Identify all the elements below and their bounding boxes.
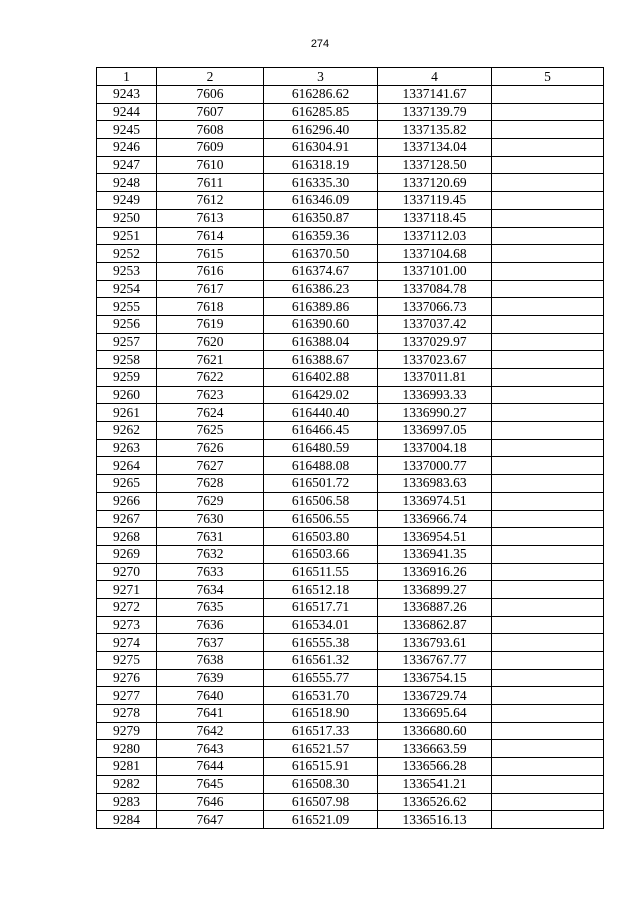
table-cell (492, 262, 604, 280)
column-header: 4 (378, 68, 492, 86)
table-cell (492, 492, 604, 510)
table-row (97, 86, 604, 104)
table-row (97, 209, 604, 227)
table-cell (492, 422, 604, 440)
table-cell: 7612 (157, 192, 264, 210)
table-cell (492, 740, 604, 758)
table-cell: 9253 (97, 262, 157, 280)
table-cell: 616521.09 (264, 811, 378, 829)
table-row (97, 758, 604, 776)
table-cell: 1336526.62 (378, 793, 492, 811)
table-cell: 7632 (157, 545, 264, 563)
table-cell: 7613 (157, 209, 264, 227)
table-cell: 9258 (97, 351, 157, 369)
table-cell: 616285.85 (264, 103, 378, 121)
table-cell (492, 192, 604, 210)
table-cell: 7623 (157, 386, 264, 404)
table-cell: 1336663.59 (378, 740, 492, 758)
table-cell: 7611 (157, 174, 264, 192)
table-cell: 7610 (157, 156, 264, 174)
table-cell: 9264 (97, 457, 157, 475)
table-cell: 7606 (157, 86, 264, 104)
table-cell: 7635 (157, 598, 264, 616)
table-cell: 9244 (97, 103, 157, 121)
table-cell: 1336966.74 (378, 510, 492, 528)
table-row (97, 545, 604, 563)
page-number: 274 (310, 38, 330, 50)
table-cell: 7627 (157, 457, 264, 475)
table-cell: 1336941.35 (378, 545, 492, 563)
table-row (97, 121, 604, 139)
table-cell (492, 227, 604, 245)
table-cell: 1337066.73 (378, 298, 492, 316)
table-cell (492, 510, 604, 528)
table-cell: 7636 (157, 616, 264, 634)
table-cell: 1337004.18 (378, 439, 492, 457)
table-cell: 1336754.15 (378, 669, 492, 687)
table-cell: 9243 (97, 86, 157, 104)
header-row (97, 68, 604, 86)
table-cell (492, 758, 604, 776)
table-row (97, 422, 604, 440)
table-cell: 1337135.82 (378, 121, 492, 139)
table-row (97, 174, 604, 192)
table-cell (492, 581, 604, 599)
table-row (97, 811, 604, 829)
table-cell: 9251 (97, 227, 157, 245)
table-row (97, 705, 604, 723)
column-header: 5 (492, 68, 604, 86)
table-cell: 1336916.26 (378, 563, 492, 581)
table-row (97, 404, 604, 422)
table-cell: 616503.66 (264, 545, 378, 563)
table-cell: 1336729.74 (378, 687, 492, 705)
table-row (97, 156, 604, 174)
table-cell: 9256 (97, 315, 157, 333)
table-cell: 616555.77 (264, 669, 378, 687)
table-cell (492, 386, 604, 404)
table-row (97, 652, 604, 670)
table-cell: 616555.38 (264, 634, 378, 652)
table-cell: 1337037.42 (378, 315, 492, 333)
table-row (97, 793, 604, 811)
table-cell (492, 775, 604, 793)
table-cell: 7614 (157, 227, 264, 245)
table-cell: 616440.40 (264, 404, 378, 422)
table-cell: 616335.30 (264, 174, 378, 192)
table-cell (492, 634, 604, 652)
table-cell (492, 351, 604, 369)
table-row (97, 439, 604, 457)
table-cell (492, 528, 604, 546)
table-cell (492, 245, 604, 263)
table-row (97, 298, 604, 316)
table-cell: 1337119.45 (378, 192, 492, 210)
table-cell: 7630 (157, 510, 264, 528)
table-row (97, 103, 604, 121)
table-row (97, 528, 604, 546)
table-cell: 1337011.81 (378, 369, 492, 387)
table-cell: 1336997.05 (378, 422, 492, 440)
table-row (97, 616, 604, 634)
table-cell: 7617 (157, 280, 264, 298)
table-cell: 9245 (97, 121, 157, 139)
table-row (97, 386, 604, 404)
table-cell: 9263 (97, 439, 157, 457)
table-cell: 616503.80 (264, 528, 378, 546)
table-cell: 7622 (157, 369, 264, 387)
table-cell: 616506.55 (264, 510, 378, 528)
table-cell: 9248 (97, 174, 157, 192)
table-cell: 9266 (97, 492, 157, 510)
table-cell: 1336541.21 (378, 775, 492, 793)
table-cell: 1336983.63 (378, 475, 492, 493)
table-cell: 616518.90 (264, 705, 378, 723)
table-cell: 616508.30 (264, 775, 378, 793)
table-cell (492, 404, 604, 422)
table-cell: 9254 (97, 280, 157, 298)
table-cell: 9252 (97, 245, 157, 263)
table-cell: 9257 (97, 333, 157, 351)
table-cell: 7638 (157, 652, 264, 670)
table-cell: 1336680.60 (378, 722, 492, 740)
table-cell: 9267 (97, 510, 157, 528)
table-cell: 616402.88 (264, 369, 378, 387)
table-cell: 616370.50 (264, 245, 378, 263)
table-cell: 9280 (97, 740, 157, 758)
table-cell: 616374.67 (264, 262, 378, 280)
table-cell: 7646 (157, 793, 264, 811)
table-row (97, 581, 604, 599)
table-cell: 616511.55 (264, 563, 378, 581)
table-row (97, 669, 604, 687)
table-cell: 616515.91 (264, 758, 378, 776)
table-cell: 9284 (97, 811, 157, 829)
table-row (97, 280, 604, 298)
table-cell: 616534.01 (264, 616, 378, 634)
table-cell: 616390.60 (264, 315, 378, 333)
table-row (97, 227, 604, 245)
table-cell: 7647 (157, 811, 264, 829)
coordinates-table (96, 67, 604, 829)
table-cell: 616512.18 (264, 581, 378, 599)
table-row (97, 192, 604, 210)
table-cell: 1337029.97 (378, 333, 492, 351)
table-cell: 616286.62 (264, 86, 378, 104)
table-cell: 616517.33 (264, 722, 378, 740)
table-cell: 1336899.27 (378, 581, 492, 599)
table-cell: 7621 (157, 351, 264, 369)
table-cell: 1337101.00 (378, 262, 492, 280)
table-row (97, 262, 604, 280)
table-cell: 7640 (157, 687, 264, 705)
table-row (97, 492, 604, 510)
table-cell: 9279 (97, 722, 157, 740)
table-cell: 1337104.68 (378, 245, 492, 263)
table-cell: 1337120.69 (378, 174, 492, 192)
table-cell (492, 545, 604, 563)
table-cell (492, 121, 604, 139)
table-body (97, 86, 604, 829)
table-cell: 616501.72 (264, 475, 378, 493)
table-cell (492, 722, 604, 740)
table-row (97, 139, 604, 157)
table-cell: 9269 (97, 545, 157, 563)
table-cell: 1337134.04 (378, 139, 492, 157)
table-cell: 7631 (157, 528, 264, 546)
table-cell: 7643 (157, 740, 264, 758)
table-cell (492, 103, 604, 121)
table-cell: 9276 (97, 669, 157, 687)
table-cell: 616359.36 (264, 227, 378, 245)
table-row (97, 598, 604, 616)
table-row (97, 775, 604, 793)
table-cell (492, 687, 604, 705)
table-cell: 616296.40 (264, 121, 378, 139)
table-cell: 616466.45 (264, 422, 378, 440)
table-cell (492, 811, 604, 829)
table-cell: 9250 (97, 209, 157, 227)
table-cell: 1336990.27 (378, 404, 492, 422)
table-cell (492, 669, 604, 687)
table-row (97, 457, 604, 475)
table-cell: 616350.87 (264, 209, 378, 227)
table-cell: 1336767.77 (378, 652, 492, 670)
column-header: 2 (157, 68, 264, 86)
table-row (97, 475, 604, 493)
table-cell: 7609 (157, 139, 264, 157)
table-cell: 616318.19 (264, 156, 378, 174)
table-cell (492, 280, 604, 298)
table-cell: 9249 (97, 192, 157, 210)
table-cell: 616388.04 (264, 333, 378, 351)
table-row (97, 740, 604, 758)
table-cell: 9282 (97, 775, 157, 793)
table-cell (492, 174, 604, 192)
table-cell: 9272 (97, 598, 157, 616)
table-cell: 7619 (157, 315, 264, 333)
table-cell: 616429.02 (264, 386, 378, 404)
table-cell: 9255 (97, 298, 157, 316)
table-cell: 1337084.78 (378, 280, 492, 298)
column-header: 3 (264, 68, 378, 86)
table-cell (492, 86, 604, 104)
table-cell (492, 457, 604, 475)
table-cell (492, 333, 604, 351)
table-cell: 1336793.61 (378, 634, 492, 652)
table-cell: 7633 (157, 563, 264, 581)
table-row (97, 351, 604, 369)
table-cell: 7607 (157, 103, 264, 121)
table-cell: 9265 (97, 475, 157, 493)
table-cell: 7628 (157, 475, 264, 493)
table-cell: 7624 (157, 404, 264, 422)
table-cell: 7618 (157, 298, 264, 316)
table-cell: 7629 (157, 492, 264, 510)
table-cell: 1336993.33 (378, 386, 492, 404)
table-row (97, 634, 604, 652)
table-cell: 616480.59 (264, 439, 378, 457)
table-cell: 616488.08 (264, 457, 378, 475)
table-cell: 7616 (157, 262, 264, 280)
table-cell: 9261 (97, 404, 157, 422)
table-cell (492, 156, 604, 174)
table-row (97, 315, 604, 333)
table-row (97, 369, 604, 387)
table-cell: 616386.23 (264, 280, 378, 298)
table-cell: 9281 (97, 758, 157, 776)
table-cell (492, 705, 604, 723)
table-cell: 9275 (97, 652, 157, 670)
table-cell: 1336887.26 (378, 598, 492, 616)
table-cell: 7634 (157, 581, 264, 599)
table-cell (492, 209, 604, 227)
table-row (97, 722, 604, 740)
table-cell: 7644 (157, 758, 264, 776)
table-cell (492, 475, 604, 493)
table-cell: 1336974.51 (378, 492, 492, 510)
table-cell: 7645 (157, 775, 264, 793)
table-row (97, 333, 604, 351)
table-cell: 1336516.13 (378, 811, 492, 829)
table-cell: 1337118.45 (378, 209, 492, 227)
table-row (97, 245, 604, 263)
table-row (97, 510, 604, 528)
table-cell: 616507.98 (264, 793, 378, 811)
table-header (97, 68, 604, 86)
table-cell: 7641 (157, 705, 264, 723)
table-cell (492, 563, 604, 581)
table-cell (492, 298, 604, 316)
table-cell: 616506.58 (264, 492, 378, 510)
table-row (97, 687, 604, 705)
table-cell (492, 369, 604, 387)
table-cell (492, 616, 604, 634)
table-cell (492, 598, 604, 616)
table-cell: 9259 (97, 369, 157, 387)
table-cell: 9260 (97, 386, 157, 404)
table-cell: 9274 (97, 634, 157, 652)
table-cell (492, 793, 604, 811)
table-cell: 7639 (157, 669, 264, 687)
table-cell: 1337139.79 (378, 103, 492, 121)
table-cell: 616531.70 (264, 687, 378, 705)
table-cell: 7625 (157, 422, 264, 440)
table-cell (492, 139, 604, 157)
table-cell: 7615 (157, 245, 264, 263)
table-cell: 616304.91 (264, 139, 378, 157)
table-cell: 9246 (97, 139, 157, 157)
table-cell: 9247 (97, 156, 157, 174)
table-cell: 1336862.87 (378, 616, 492, 634)
table-cell: 616521.57 (264, 740, 378, 758)
table-cell: 1337112.03 (378, 227, 492, 245)
table-cell: 1336566.28 (378, 758, 492, 776)
table-cell: 1336954.51 (378, 528, 492, 546)
table-cell: 7620 (157, 333, 264, 351)
table-cell (492, 315, 604, 333)
table-cell (492, 439, 604, 457)
table-cell: 9262 (97, 422, 157, 440)
table-cell: 616561.32 (264, 652, 378, 670)
table-cell: 9283 (97, 793, 157, 811)
table-cell: 9268 (97, 528, 157, 546)
table-cell: 616389.86 (264, 298, 378, 316)
table-cell: 1337141.67 (378, 86, 492, 104)
column-header: 1 (97, 68, 157, 86)
table-cell: 616346.09 (264, 192, 378, 210)
table-row (97, 563, 604, 581)
table-cell (492, 652, 604, 670)
table-cell: 616388.67 (264, 351, 378, 369)
table-cell: 616517.71 (264, 598, 378, 616)
table-cell: 9278 (97, 705, 157, 723)
table-cell: 9273 (97, 616, 157, 634)
table-cell: 1337023.67 (378, 351, 492, 369)
table-cell: 9277 (97, 687, 157, 705)
table-cell: 1337000.77 (378, 457, 492, 475)
table-cell: 7608 (157, 121, 264, 139)
table-cell: 7637 (157, 634, 264, 652)
table-cell: 9270 (97, 563, 157, 581)
table-cell: 1337128.50 (378, 156, 492, 174)
table-cell: 9271 (97, 581, 157, 599)
table-cell: 7642 (157, 722, 264, 740)
table-cell: 7626 (157, 439, 264, 457)
table-cell: 1336695.64 (378, 705, 492, 723)
